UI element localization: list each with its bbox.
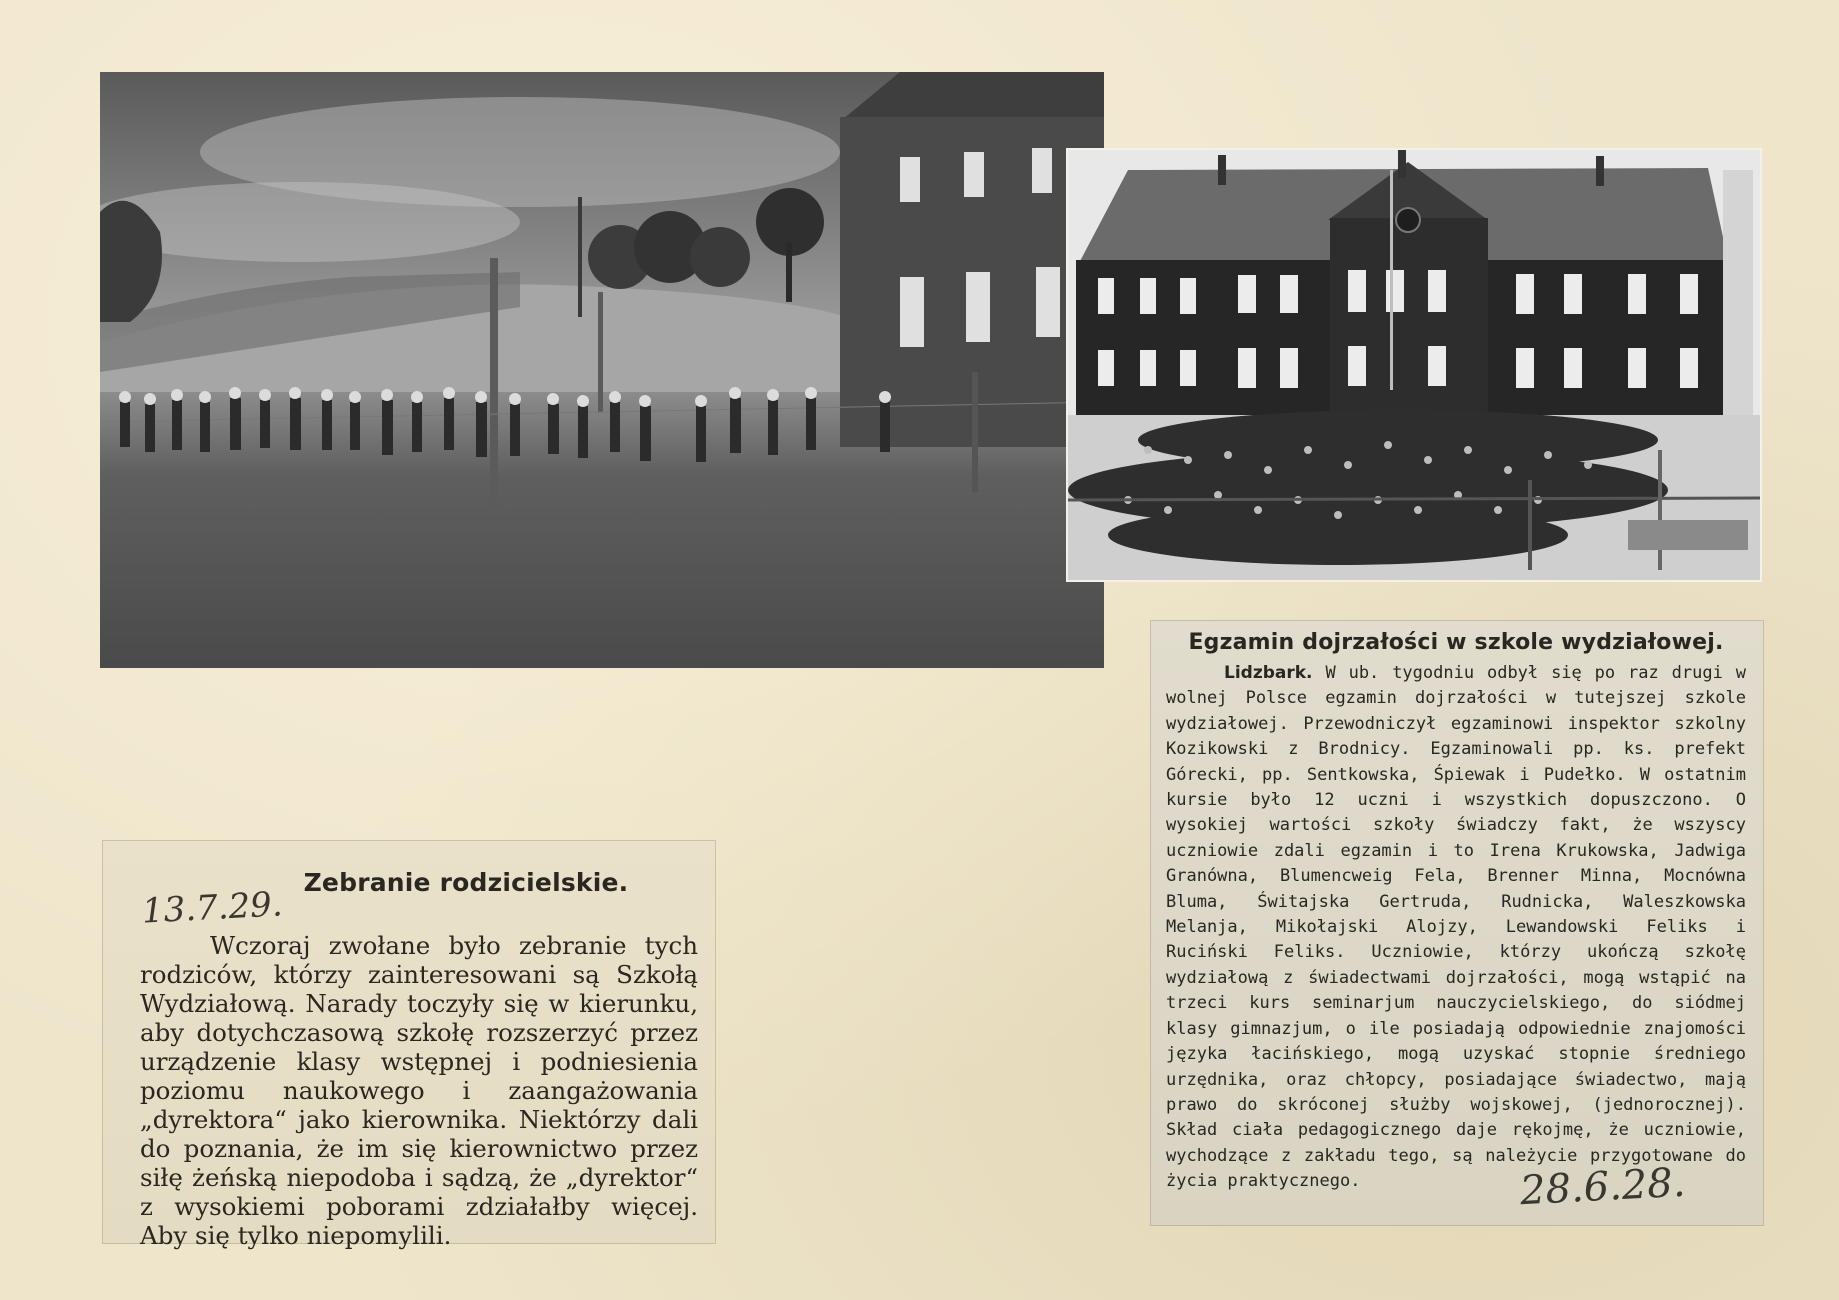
- school-building-photo-graphic: [1068, 150, 1760, 580]
- photo-school-building: [1066, 148, 1762, 582]
- schoolyard-photo-graphic: [100, 72, 1104, 668]
- photo-schoolyard-assembly: [100, 72, 1104, 668]
- clipping-body-text: W ub. tygodniu odbył się po raz drugi w wolnej Polsce egzamin dojrzałości w tutejszej szkole wydziałowej. Przewodniczył egzaminowi inspektor szkolny Kozikowski z Brodnicy. Egzaminowali pp. ks. prefekt Górecki, pp. Sentkowska, Śpiewak i Pudełko. W ostatnim kursie było 12 uczni i wszystkich dopuszczono. O wysokiej wartości szkoły świadczy fakt, że wszyscy uczniowie zdali egzamin i to Irena Krukowska, Jadwiga Granówna, Blumencweig Fela, Brenner Minna, Mocnówna Bluma, Świtajska Gertruda, Rudnicka, Waleszkowska Melanja, Mikołajski Alojzy, Lewandowski Feliks i Ruciński Feliks. Uczniowie, którzy ukończą szkołę wydziałową z świadectwami dojrzałości, mogą wstąpić na trzeci kurs seminarjum nauczycielskiego, do siódmej klasy gimnazjum, o ile posiadają odpowiednie znajomości języka łacińskiego, mogą uzyskać stopnie średniego urzędnika, oraz chłopcy, posiadające świadectwo, mają prawo do skróconej służby wojskowej, (jednorocznej). Skład ciała pedagogicznego daje rękojmę, że uczniowie, wychodzące z zakładu tego, są należycie przygotowane do życia praktycznego.: [1166, 663, 1746, 1192]
- clipping-body: [1166, 661, 1746, 1195]
- newspaper-clipping-maturity-exam: [1150, 620, 1764, 1226]
- handwritten-date: 28.6.28.: [1518, 1159, 1687, 1215]
- clipping-headline: Egzamin dojrzałości w szkole wydziałowej.: [1188, 630, 1724, 655]
- handwritten-date: 13.7.29.: [141, 884, 284, 932]
- clipping-body: Wczoraj zwołane było zebranie tych rodziców, którzy zainteresowani są Szkołą Wydziałową. Narady toczyły się w kierunku, aby dotychczasową szkołę rozszerzyć przez urządzenie klasy wstępnej i podniesienia poziomu naukowego i zaangażowania „dyrektora“ jako kierownika. Niektórzy dali do poznania, że im się kierownictwo przez siłę żeńską niepodoba i sądzą, że „dyrektor“ z wysokiemi poborami zdziałałby więcej. Aby się tylko niepomylili.: [140, 931, 698, 1250]
- newspaper-clipping-parents-meeting: [102, 840, 716, 1250]
- clipping-dateline: Lidzbark.: [1224, 663, 1313, 683]
- clipping-headline: Zebranie rodzicielskie.: [303, 868, 629, 897]
